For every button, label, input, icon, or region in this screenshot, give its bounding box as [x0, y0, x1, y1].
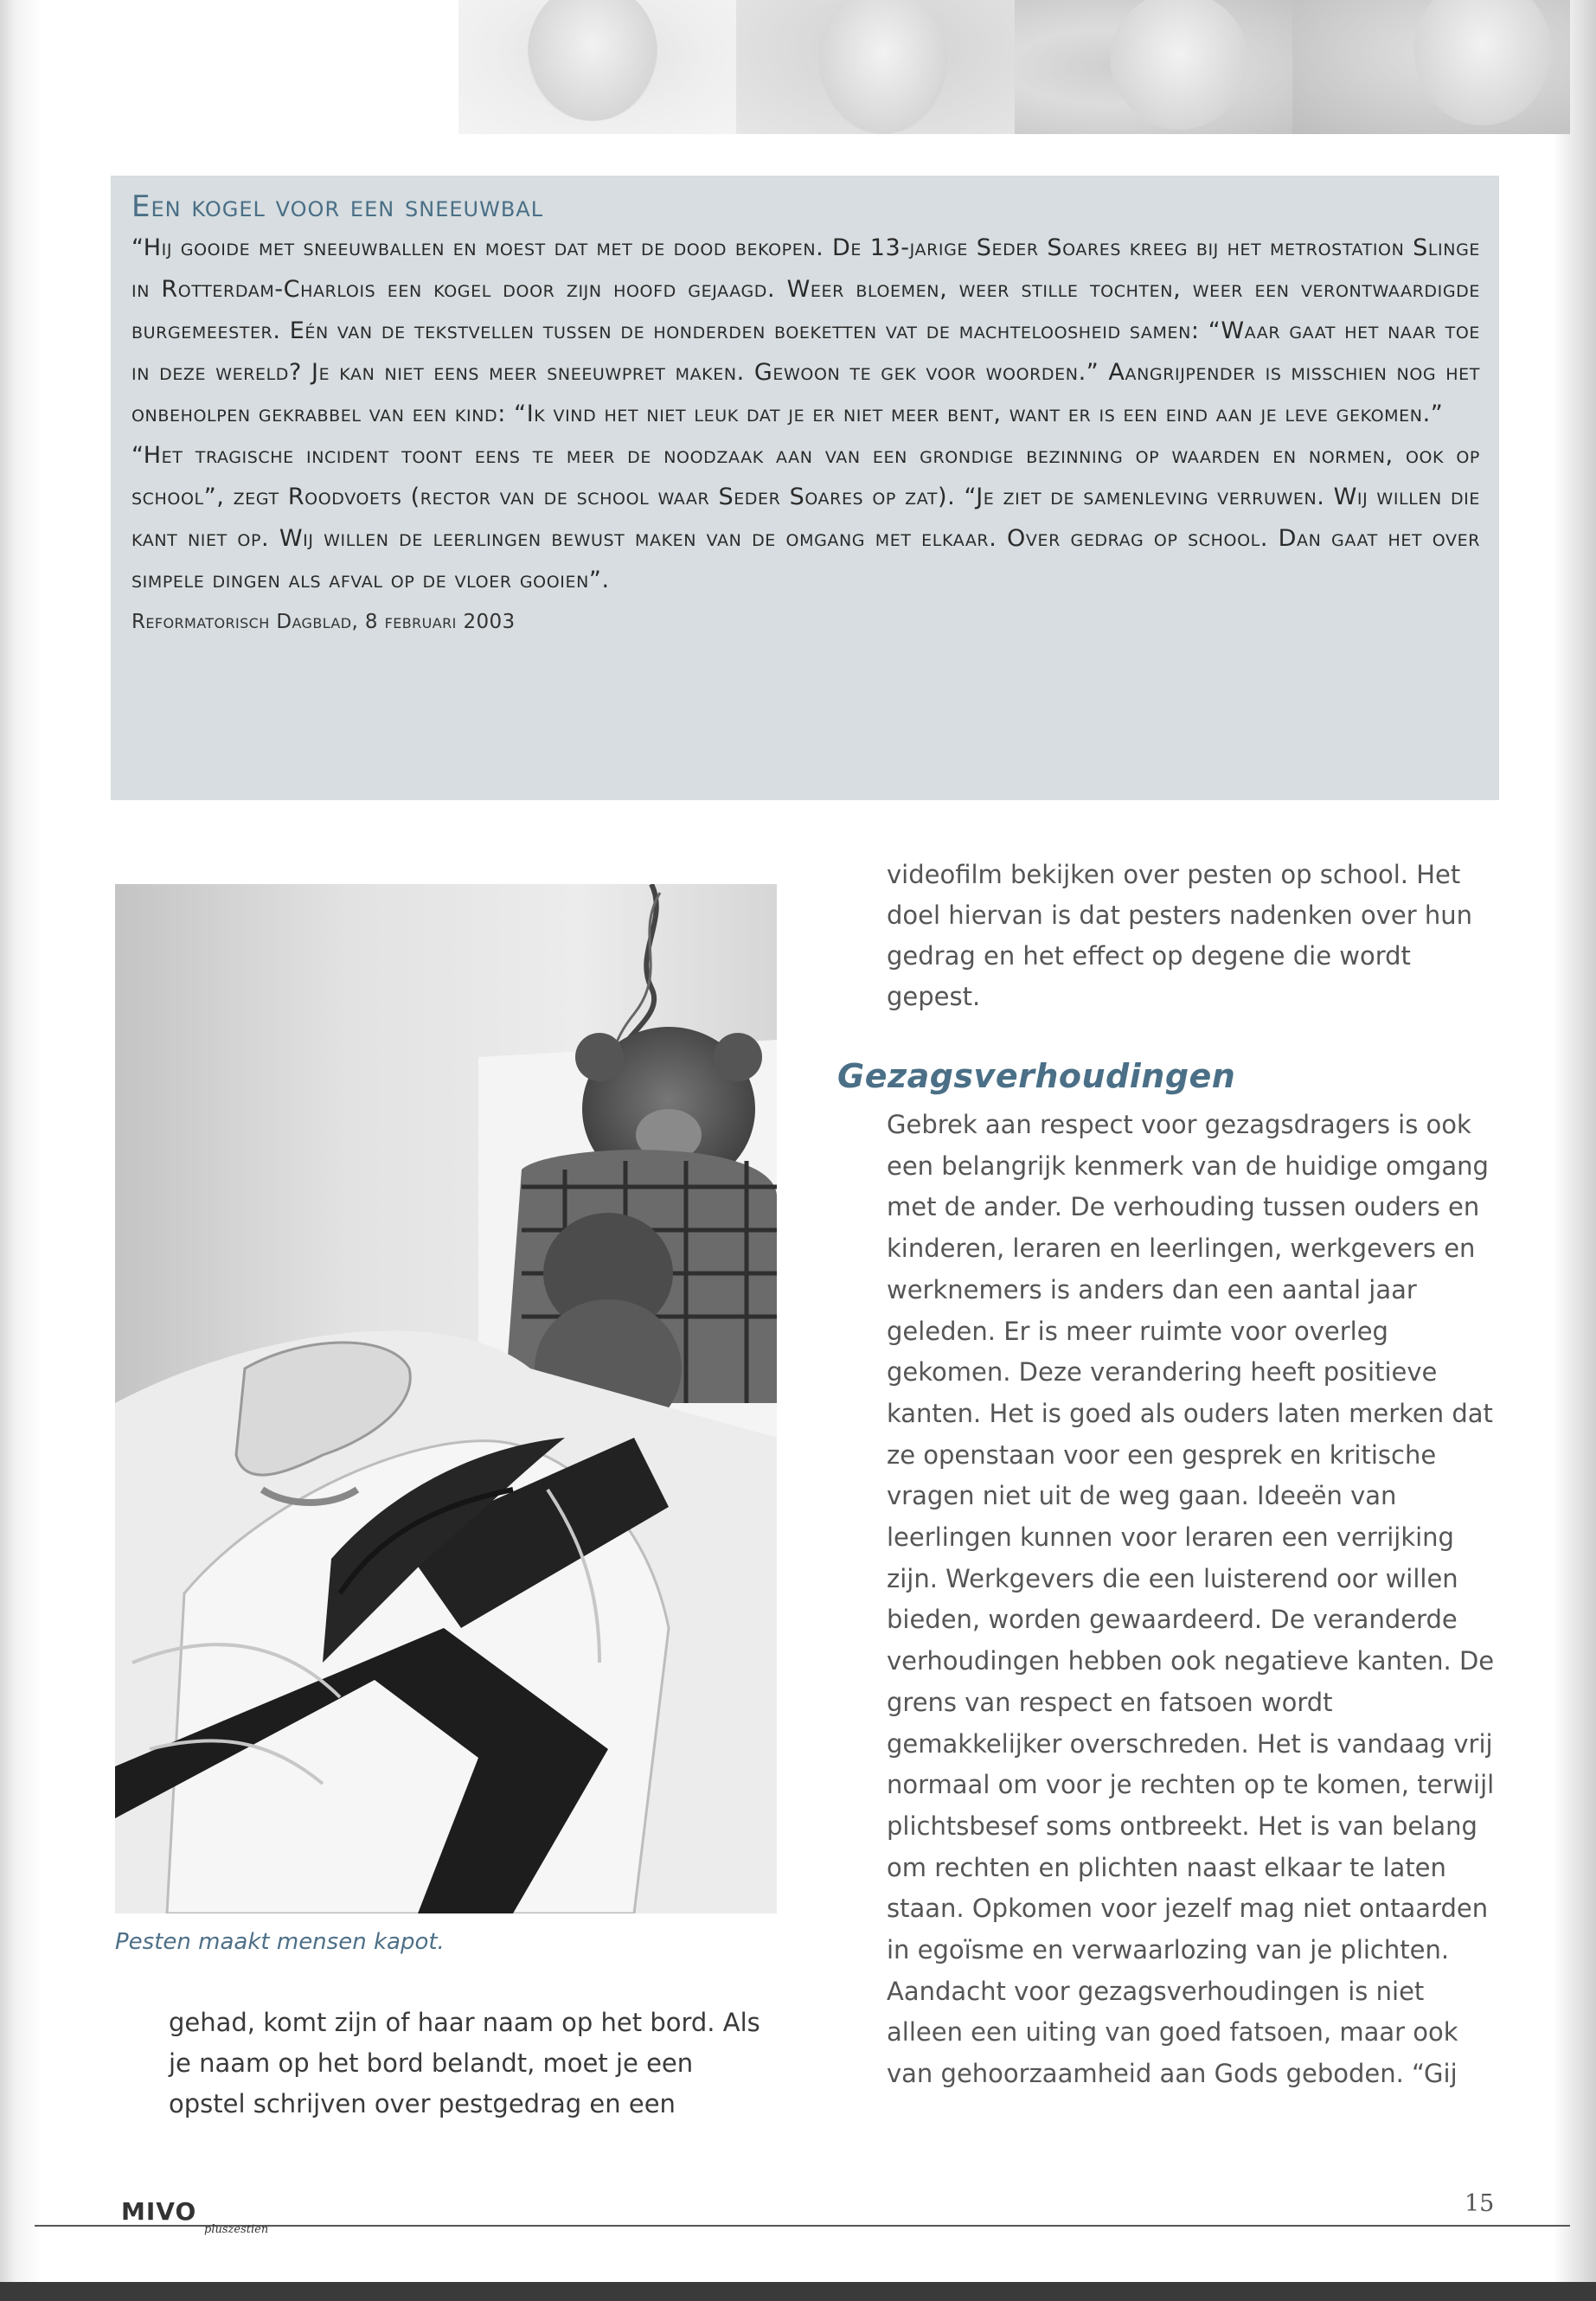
photo-illustration [115, 884, 777, 1913]
quote-source: Reformatorisch Dagblad, 8 februari 2003 [131, 611, 516, 633]
footer-subtitle: pluszestien [204, 2223, 269, 2236]
header-photo [736, 0, 1014, 134]
header-photo [458, 0, 736, 134]
page-number: 15 [1465, 2190, 1495, 2217]
header-photo [1292, 0, 1570, 134]
right-column-body: Gebrek aan respect voor gezagsdragers is ook een belangrijk kenmerk van de huidige omgang met de ander. De verhouding tussen ouders en kinderen, leraren en leerlingen, werkgevers en werknemers is anders dan een aantal jaar geleden. Er is meer ruimte voor overleg gekomen. Deze verandering heeft positieve kanten. Het is goed als ouders laten merken dat ze openstaan voor een gesprek en kritische vragen niet uit de weg gaan. Ideeën van leerlingen kunnen voor leraren een verrijking zijn. Werkgevers die een luisterend oor willen bieden, worden gewaardeerd. De veranderde verhoudingen hebben ook negatieve kanten. De grens van respect en fatsoen wordt gemakkelijker overschreden. Het is vandaag vrij normaal om voor je rechten op te komen, terwijl plichtsbesef soms ontbreekt. Het is van belang om rechten en plichten naast elkaar te laten staan. Opkomen voor jezelf mag niet ontaarden in egoïsme en verwaarlozing van je plichten. Aandacht voor gezagsverhoudingen is niet alleen een uiting van goed fatsoen, maar ook van gehoorzaamheid aan Gods geboden. “Gij [887, 1110, 1495, 2089]
photo-caption: Pesten maakt mensen kapot. [115, 1929, 445, 1955]
quote-paragraph-1: “Hij gooide met sneeuwballen en moest dat met de dood bekopen. De 13-jarige Seder Soares kreeg bij het metrostation Slinge in Rotterdam-Charlois een kogel door zijn hoofd gejaagd. Weer bloemen, weer stille tochten, weer een verontwaardigde burgemeester. Eén van de tekstvellen tussen de honderden boeketten vat de machteloosheid samen: “Waar gaat het naar toe in deze wereld? Je kan niet eens meer sneeuwpret maken. Gewoon te gek voor woorden.” Aangrijpender is misschien nog het onbeholpen gekrabbel van een kind: “Ik vind het niet leuk dat je er niet meer bent, want er is een eind aan je leve gekomen.” [131, 234, 1480, 427]
scan-edge-strip [0, 2282, 1596, 2301]
left-column-text: gehad, komt zijn of haar naam op het bord. Als je naam op het bord belandt, moet je een opstel schrijven over pestgedrag en een [169, 2008, 760, 2118]
quote-box [111, 176, 1499, 800]
header-photo [1015, 0, 1292, 134]
header-photo-strip [458, 0, 1570, 134]
quote-paragraph-2: “Het tragische incident toont eens te meer de noodzaak aan van een grondige bezinning op waarden en normen, ook op school”, zegt Roodvoets (rector van de school waar Seder Soares op zat). “Je ziet de samenleving verruwen. Wij willen die kant niet op. Wij willen de leerlingen bewust maken van de omgang met elkaar. Over gedrag op school. Dan gaat het over simpele dingen als afval op de vloer gooien”. [131, 442, 1480, 593]
right-column-intro: videofilm bekijken over pesten op school. Het doel hiervan is dat pesters nadenken over hun gedrag en het effect op degene die wordt gepest. [887, 860, 1472, 1011]
quote-title: Een kogel voor een sneeuwbal [131, 189, 544, 224]
footer-logo: MIVO [121, 2197, 197, 2226]
section-heading: Gezagsverhoudingen [837, 1057, 1236, 1095]
photo-teddy-bear-bed [115, 884, 777, 1913]
